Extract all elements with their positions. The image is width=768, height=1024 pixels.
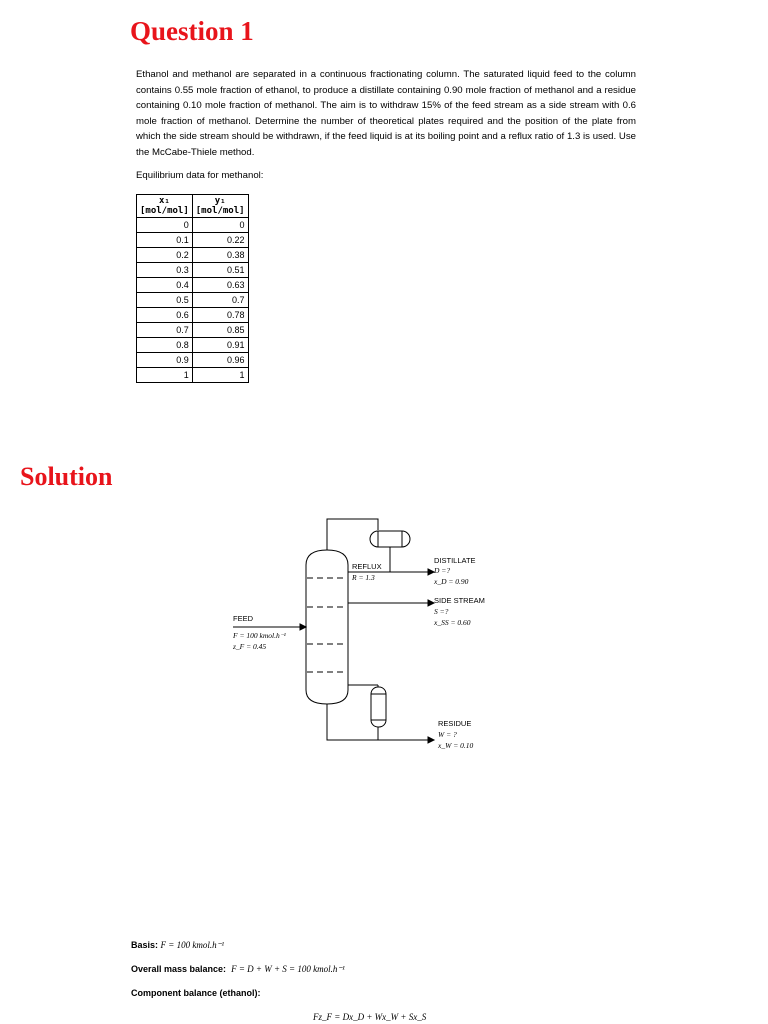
table-row	[137, 278, 249, 293]
y-value-cell: 0.78	[192, 308, 248, 323]
feed-label: FEED	[233, 614, 254, 623]
table-row	[137, 218, 249, 233]
y-value-cell: 0.63	[192, 278, 248, 293]
table-row	[137, 248, 249, 263]
component-balance-label: Component balance (ethanol):	[131, 988, 261, 998]
distillate-label: DISTILLATE	[434, 556, 476, 565]
y-value-cell: 0.51	[192, 263, 248, 278]
x-value-cell: 0.4	[137, 278, 193, 293]
basis-label: Basis:	[131, 940, 159, 950]
y-value-cell: 0.91	[192, 338, 248, 353]
basis-line	[131, 940, 224, 951]
side-stream-composition: x_SS = 0.60	[434, 618, 471, 627]
equilibrium-table-body	[137, 218, 249, 383]
component-balance-line	[131, 988, 261, 998]
table-row	[137, 368, 249, 383]
y-value-cell: 0	[192, 218, 248, 233]
problem-statement	[136, 67, 636, 160]
overall-balance-line	[131, 964, 345, 975]
y-value-cell: 0.85	[192, 323, 248, 338]
table-header-y: y₁ [mol/mol]	[192, 195, 248, 218]
y-value-cell: 0.38	[192, 248, 248, 263]
feed-composition: z_F = 0.45	[233, 642, 267, 651]
equilibrium-label: Equilibrium data for methanol:	[136, 170, 264, 181]
solution-title: Solution	[20, 462, 113, 491]
residue-flow: W = ?	[438, 730, 457, 739]
side-stream-flow: S =?	[434, 607, 449, 616]
question-title: Question 1	[130, 16, 254, 46]
x-value-cell: 0.8	[137, 338, 193, 353]
table-row	[137, 233, 249, 248]
table-row	[137, 338, 249, 353]
basis-equation: F = 100 kmol.h⁻¹	[160, 940, 225, 950]
y-value-cell: 0.96	[192, 353, 248, 368]
x-value-cell: 0.3	[137, 263, 193, 278]
y-value-cell: 0.7	[192, 293, 248, 308]
residue-label: RESIDUE	[438, 719, 472, 728]
table-header-x: x₁ [mol/mol]	[137, 195, 193, 218]
distillate-composition: x_D = 0.90	[434, 577, 469, 586]
distillate-flow: D =?	[434, 566, 451, 575]
table-row	[137, 323, 249, 338]
column-shell	[306, 550, 348, 704]
x-value-cell: 0.5	[137, 293, 193, 308]
residue-composition: x_W = 0.10	[438, 741, 474, 750]
reflux-label: REFLUX	[352, 562, 382, 571]
table-row	[137, 308, 249, 323]
reflux-ratio: R = 1.3	[352, 573, 375, 582]
x-value-cell: 0.7	[137, 323, 193, 338]
y-value-cell: 0.22	[192, 233, 248, 248]
x-value-cell: 1	[137, 368, 193, 383]
condenser	[370, 531, 410, 547]
problem-text: Ethanol and methanol are separated in a continuous fractionating column. The saturated liquid feed to the column contains 0.55 mole fraction of ethanol, to produce a distillate containing 0.90 mole fraction of methanol and a residue containing 0.10 mole fraction of methanol. The aim is to withdraw 15% of the feed stream as a side stream with 0.6 mole fraction of methanol. Determine the number of theoretical plates required and the position of the plate from which the side stream should be withdrawn, if the feed liquid is at its boiling point and a reflux ratio of 1.3 is used. Use the McCabe-Thiele method.	[136, 69, 636, 158]
reboiler	[371, 687, 386, 727]
overall-balance-label: Overall mass balance:	[131, 964, 227, 974]
component-balance-equation: Fz_F = Dx_D + Wx_W + Sx_S	[313, 1012, 427, 1022]
x-value-cell: 0.1	[137, 233, 193, 248]
table-row	[137, 263, 249, 278]
equilibrium-table	[136, 194, 249, 383]
x-value-cell: 0	[137, 218, 193, 233]
table-row	[137, 293, 249, 308]
feed-flow: F = 100 kmol.h⁻¹	[233, 631, 286, 640]
y-value-cell: 1	[192, 368, 248, 383]
table-row	[137, 353, 249, 368]
overall-balance-equation: F = D + W + S = 100 kmol.h⁻¹	[231, 964, 345, 974]
x-value-cell: 0.6	[137, 308, 193, 323]
side-stream-label: SIDE STREAM	[434, 596, 485, 605]
x-value-cell: 0.2	[137, 248, 193, 263]
x-value-cell: 0.9	[137, 353, 193, 368]
